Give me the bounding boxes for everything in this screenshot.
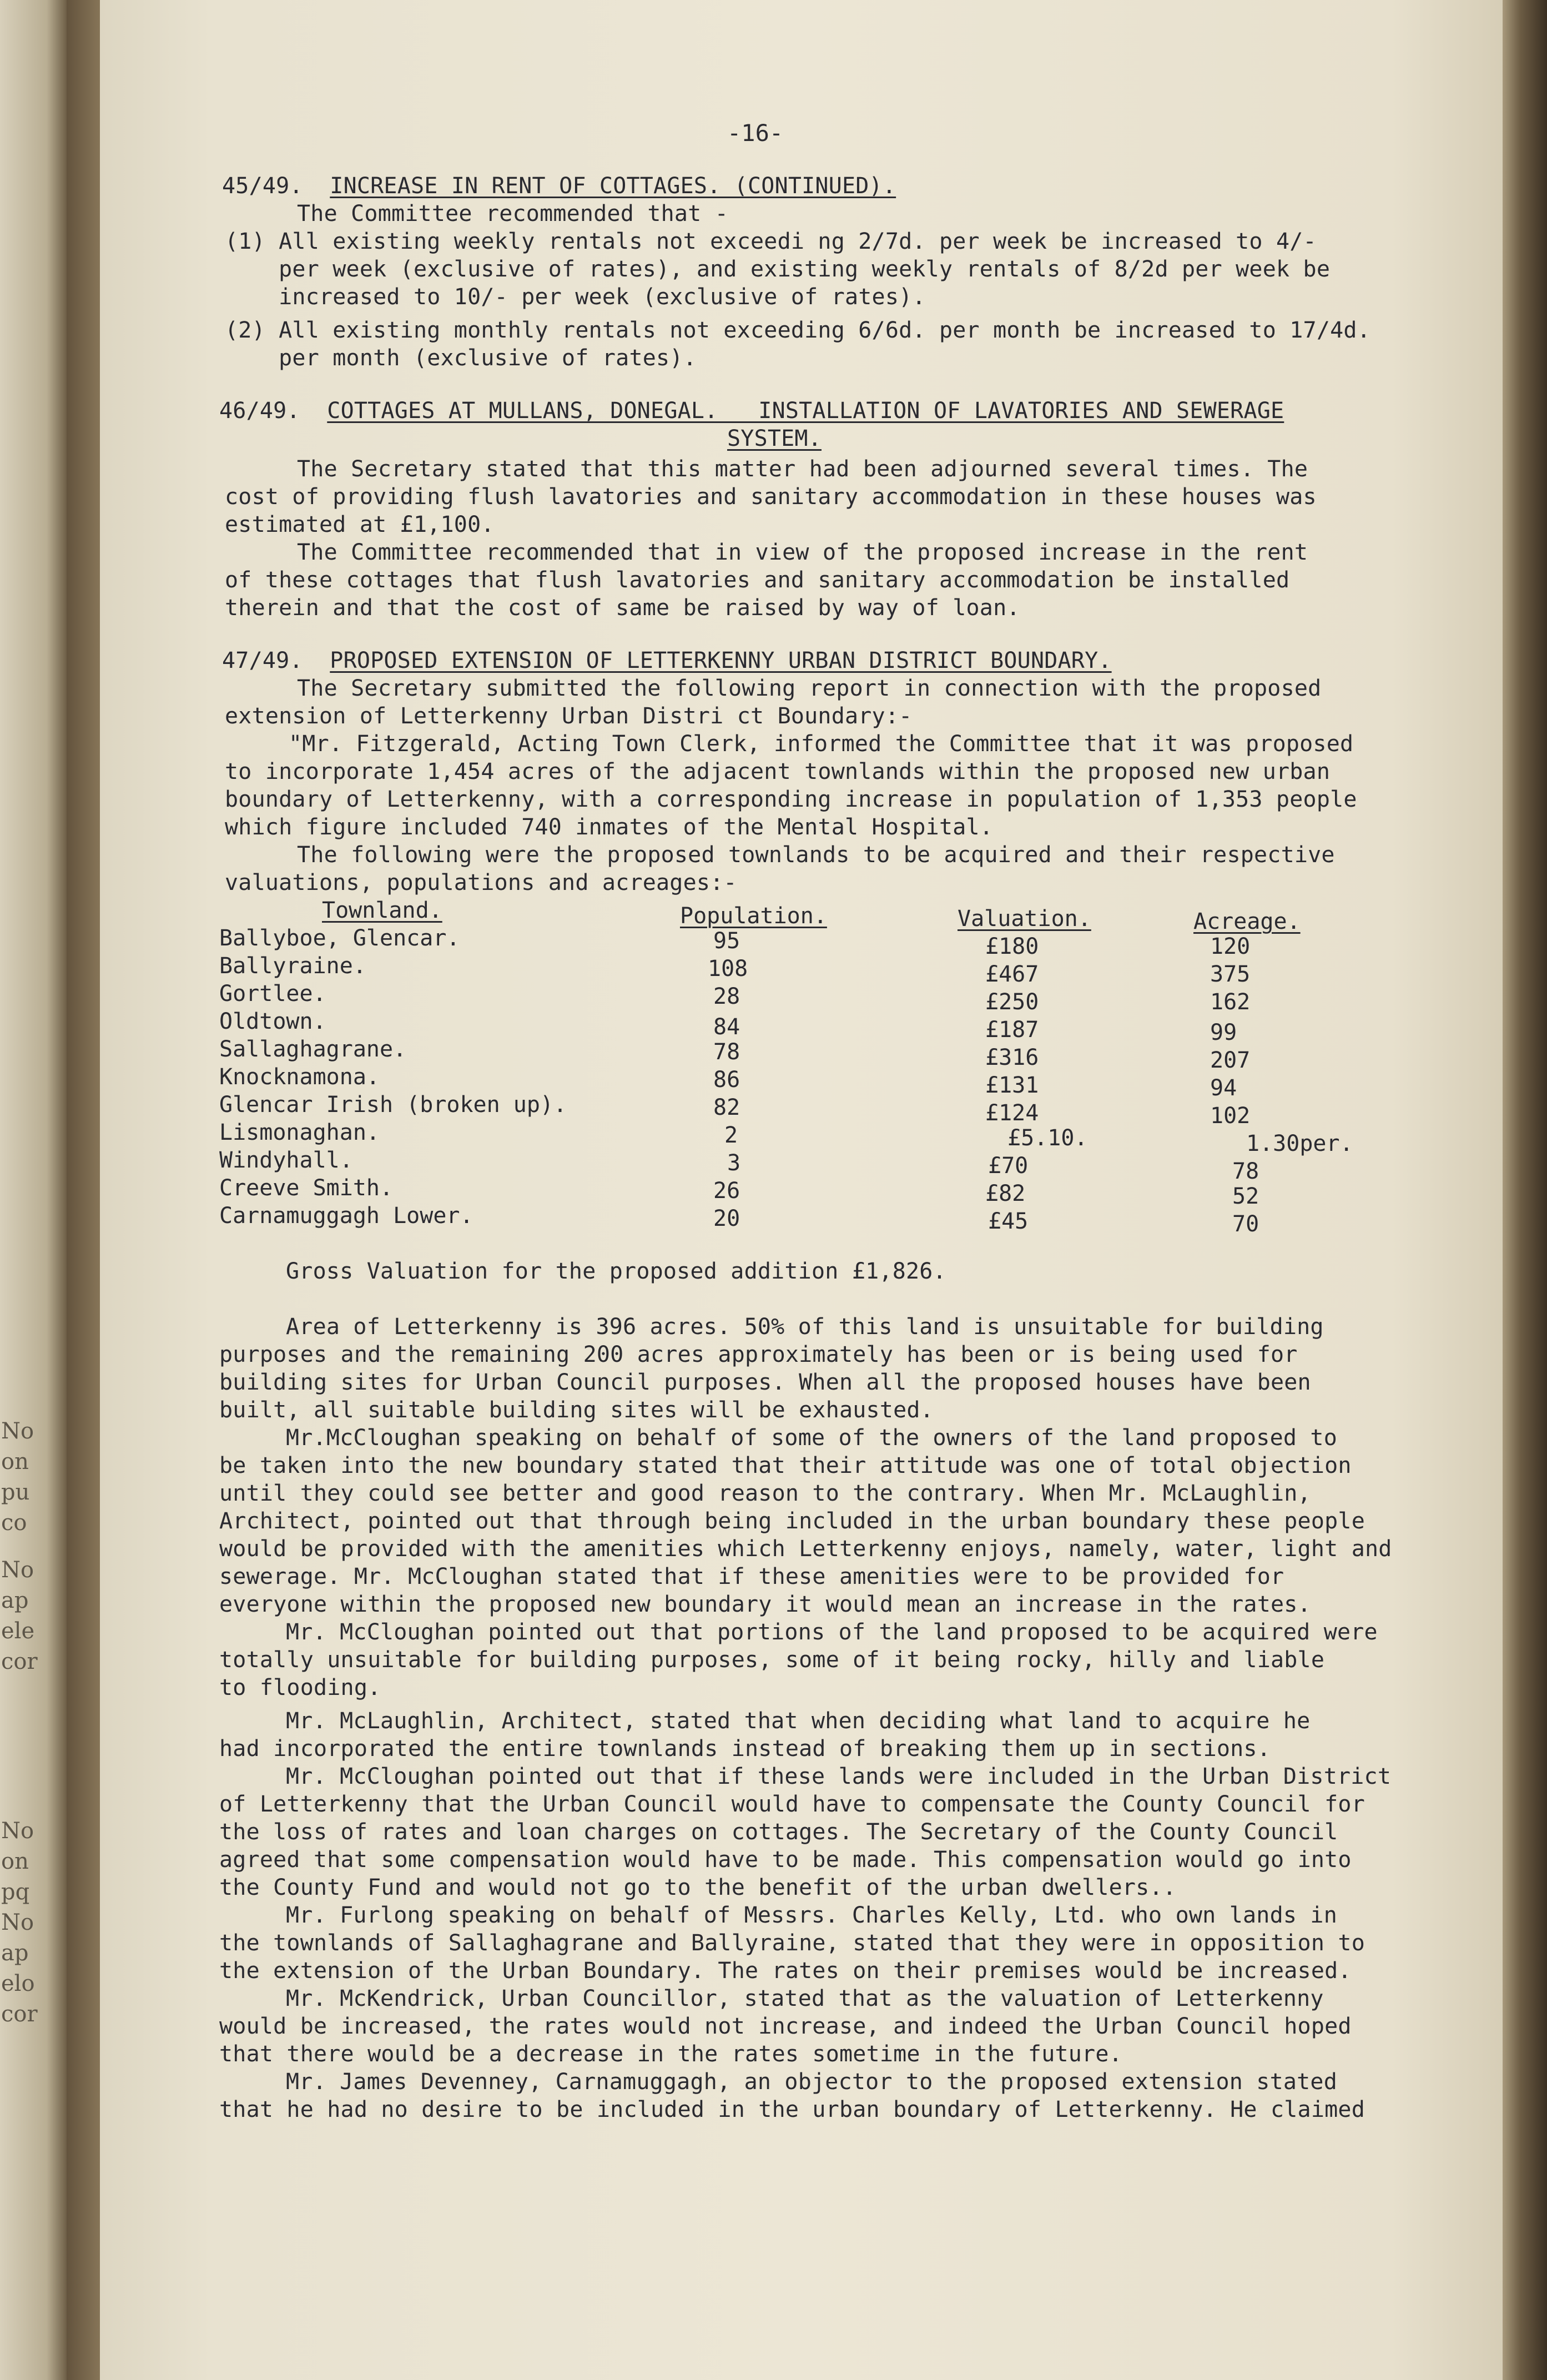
section-title: INCREASE IN RENT OF COTTAGES. (CONTINUED). xyxy=(330,173,896,199)
cell-townland: Lismonaghan. xyxy=(219,1120,380,1145)
table-header-acreage: Acreage. xyxy=(1193,909,1301,934)
cell-population: 2 xyxy=(724,1123,738,1148)
paragraph-line: to incorporate 1,454 acres of the adjacent townlands within the proposed new urban xyxy=(225,759,1331,784)
paragraph-line: to flooding. xyxy=(219,1675,381,1700)
cell-acreage: 94 xyxy=(1210,1075,1237,1101)
paragraph-line: of Letterkenny that the Urban Council would have to compensate the County Council for xyxy=(219,1792,1365,1817)
section-45-heading xyxy=(222,172,896,200)
paragraph-line: Mr. McCloughan pointed out that if these lands were included in the Urban District xyxy=(286,1764,1392,1789)
section-47-heading xyxy=(222,647,1112,675)
cell-townland: Glencar Irish (broken up). xyxy=(219,1092,567,1118)
right-page-edge xyxy=(1503,0,1547,2380)
cell-valuation: £180 xyxy=(985,934,1039,959)
cell-population: 26 xyxy=(713,1178,740,1204)
cell-acreage: 375 xyxy=(1210,962,1251,987)
table-header-valuation: Valuation. xyxy=(958,906,1091,932)
cell-acreage: 102 xyxy=(1210,1103,1251,1129)
section-number: 45/49. xyxy=(222,173,303,199)
paragraph-line: extension of Letterkenny Urban Distri ct Boundary:- xyxy=(225,703,913,729)
cell-valuation: £250 xyxy=(985,989,1039,1015)
cell-townland: Creeve Smith. xyxy=(219,1175,394,1201)
cell-valuation: £467 xyxy=(985,962,1039,987)
edge-fragment: cor xyxy=(1,1649,38,1674)
paragraph-line: that there would be a decrease in the rates sometime in the future. xyxy=(219,2041,1122,2067)
cell-valuation: £187 xyxy=(985,1017,1039,1043)
edge-fragment: on xyxy=(1,1449,29,1475)
paragraph-line: Mr. McLaughlin, Architect, stated that when deciding what land to acquire he xyxy=(286,1708,1311,1734)
paragraph-line: everyone within the proposed new boundary it would mean an increase in the rates. xyxy=(219,1592,1311,1617)
cell-valuation: £82 xyxy=(985,1181,1026,1206)
edge-fragment: No xyxy=(1,1818,34,1844)
paragraph-line: totally unsuitable for building purposes, some of it being rocky, hilly and liable xyxy=(219,1647,1325,1673)
cell-population: 3 xyxy=(727,1150,741,1176)
paragraph-line: The following were the proposed townlands to be acquired and their respective xyxy=(297,842,1335,868)
cell-acreage: 162 xyxy=(1210,989,1251,1015)
edge-fragment: elo xyxy=(1,1971,35,1996)
paragraph-line: purposes and the remaining 200 acres approximately has been or is being used for xyxy=(219,1342,1298,1367)
paragraph-line: sewerage. Mr. McCloughan stated that if these amenities were to be provided for xyxy=(219,1564,1284,1589)
edge-fragment: No xyxy=(1,1910,34,1935)
edge-fragment: pq xyxy=(1,1879,30,1905)
paragraph-line: The Committee recommended that - xyxy=(297,201,729,227)
paragraph-line: Mr. McKendrick, Urban Councillor, stated that as the valuation of Letterkenny xyxy=(286,1986,1324,2011)
paragraph-line: building sites for Urban Council purposes. When all the proposed houses have been xyxy=(219,1370,1311,1395)
cell-townland: Knocknamona. xyxy=(219,1064,380,1090)
edge-fragment: No xyxy=(1,1557,34,1583)
cell-acreage: 1.30per. xyxy=(1246,1131,1353,1156)
edge-fragment: pu xyxy=(1,1480,30,1505)
cell-acreage: 70 xyxy=(1232,1211,1259,1237)
cell-townland: Ballyraine. xyxy=(219,953,366,979)
left-page-edge xyxy=(0,0,67,2380)
section-number: 47/49. xyxy=(222,648,303,673)
paragraph-line: The Committee recommended that in view of the proposed increase in the rent xyxy=(297,540,1308,565)
paragraph-line: (2) All existing monthly rentals not exceeding 6/6d. per month be increased to 17/4d. xyxy=(225,318,1370,343)
document-page xyxy=(100,0,1504,2380)
paragraph-line: valuations, populations and acreages:- xyxy=(225,870,737,895)
paragraph-line: per month (exclusive of rates). xyxy=(225,345,697,371)
cell-valuation: £316 xyxy=(985,1045,1039,1070)
paragraph-line: The Secretary submitted the following report in connection with the proposed xyxy=(297,676,1322,701)
paragraph-line: the loss of rates and loan charges on cottages. The Secretary of the County Council xyxy=(219,1819,1338,1845)
cell-valuation: £131 xyxy=(985,1073,1039,1098)
cell-population: 28 xyxy=(713,984,740,1009)
page-number: -16- xyxy=(727,119,784,147)
paragraph-line: would be provided with the amenities which Letterkenny enjoys, namely, water, light and xyxy=(219,1536,1392,1562)
paragraph-line: of these cottages that flush lavatories and sanitary accommodation be installed xyxy=(225,567,1290,593)
table-header-population: Population. xyxy=(680,903,827,929)
cell-townland: Ballyboe, Glencar. xyxy=(219,925,460,951)
cell-townland: Oldtown. xyxy=(219,1009,326,1034)
paragraph-line: be taken into the new boundary stated that their attitude was one of total objection xyxy=(219,1453,1352,1478)
cell-townland: Windyhall. xyxy=(219,1148,353,1173)
cell-valuation: £5.10. xyxy=(1007,1125,1088,1151)
edge-fragment: cor xyxy=(1,2001,38,2027)
cell-valuation: £70 xyxy=(988,1153,1029,1179)
edge-fragment: co xyxy=(1,1510,27,1536)
edge-fragment: No xyxy=(1,1418,34,1444)
cell-population: 78 xyxy=(713,1039,740,1065)
paragraph-line: (1) All existing weekly rentals not exceedi ng 2/7d. per week be increased to 4/- xyxy=(225,229,1317,254)
cell-acreage: 120 xyxy=(1210,934,1251,959)
cell-townland: Gortlee. xyxy=(219,981,326,1007)
cell-valuation: £45 xyxy=(988,1209,1029,1234)
paragraph-line: Mr.McCloughan speaking on behalf of some of the owners of the land proposed to xyxy=(286,1425,1337,1451)
cell-townland: Sallaghagrane. xyxy=(219,1036,407,1062)
section-number: 46/49. xyxy=(219,398,300,424)
cell-population: 95 xyxy=(713,928,740,954)
paragraph-line: Mr. McCloughan pointed out that portions of the land proposed to be acquired were xyxy=(286,1619,1378,1645)
paragraph-line: would be increased, the rates would not increase, and indeed the Urban Council hoped xyxy=(219,2014,1352,2039)
paragraph-line: cost of providing flush lavatories and sanitary accommodation in these houses was xyxy=(225,484,1317,510)
table-header-townland: Townland. xyxy=(322,898,442,923)
cell-population: 20 xyxy=(713,1206,740,1231)
cell-population: 86 xyxy=(713,1067,740,1093)
paragraph-line: the townlands of Sallaghagrane and Ballyraine, stated that they were in opposition to xyxy=(219,1930,1365,1956)
section-46-heading xyxy=(219,397,1284,425)
paragraph-line: Area of Letterkenny is 396 acres. 50% of this land is unsuitable for building xyxy=(286,1314,1324,1340)
cell-population: 84 xyxy=(713,1014,740,1040)
paragraph-line: therein and that the cost of same be raised by way of loan. xyxy=(225,595,1020,621)
paragraph-line: boundary of Letterkenny, with a corresponding increase in population of 1,353 people xyxy=(225,787,1357,812)
paragraph-line: The Secretary stated that this matter had been adjourned several times. The xyxy=(297,456,1308,482)
paragraph-line: increased to 10/- per week (exclusive of rates). xyxy=(225,284,926,310)
edge-fragment: ap xyxy=(1,1940,29,1966)
cell-townland: Carnamuggagh Lower. xyxy=(219,1203,473,1229)
edge-fragment: ap xyxy=(1,1588,29,1613)
paragraph-line: Mr. James Devenney, Carnamuggagh, an objector to the proposed extension stated xyxy=(286,2069,1337,2095)
cell-valuation: £124 xyxy=(985,1100,1039,1126)
section-title: COTTAGES AT MULLANS, DONEGAL. INSTALLATION OF LAVATORIES AND SEWERAGE xyxy=(327,398,1284,424)
paragraph-line: the County Fund and would not go to the benefit of the urban dwellers.. xyxy=(219,1875,1177,1900)
paragraph-line: built, all suitable building sites will be exhausted. xyxy=(219,1397,934,1423)
paragraph-line: that he had no desire to be included in the urban boundary of Letterkenny. He claimed xyxy=(219,2097,1365,2122)
edge-fragment: ele xyxy=(1,1618,35,1644)
paragraph-line: which figure included 740 inmates of the Mental Hospital. xyxy=(225,814,994,840)
cell-population: 108 xyxy=(708,956,748,982)
cell-acreage: 207 xyxy=(1210,1048,1251,1073)
paragraph-line: agreed that some compensation would have to be made. This compensation would go into xyxy=(219,1847,1352,1873)
section-title: PROPOSED EXTENSION OF LETTERKENNY URBAN DISTRICT BOUNDARY. xyxy=(330,648,1112,673)
paragraph-line: "Mr. Fitzgerald, Acting Town Clerk, informed the Committee that it was proposed xyxy=(289,731,1354,757)
paragraph-line: Mr. Furlong speaking on behalf of Messrs. Charles Kelly, Ltd. who own lands in xyxy=(286,1903,1337,1928)
paragraph-line: had incorporated the entire townlands instead of breaking them up in sections. xyxy=(219,1736,1271,1762)
cell-population: 82 xyxy=(713,1095,740,1120)
edge-fragment: on xyxy=(1,1849,29,1874)
section-title-continued: SYSTEM. xyxy=(727,426,822,451)
paragraph-line: until they could see better and good reason to the contrary. When Mr. McLaughlin, xyxy=(219,1481,1311,1506)
paragraph-line: Architect, pointed out that through being included in the urban boundary these people xyxy=(219,1508,1365,1534)
cell-acreage: 78 xyxy=(1232,1159,1259,1184)
paragraph-line: the extension of the Urban Boundary. The rates on their premises would be increased. xyxy=(219,1958,1352,1984)
cell-acreage: 52 xyxy=(1232,1184,1259,1209)
paragraph-line: estimated at £1,100. xyxy=(225,512,495,537)
paragraph-line: per week (exclusive of rates), and existing weekly rentals of 8/2d per week be xyxy=(225,256,1331,282)
gross-valuation: Gross Valuation for the proposed addition £1,826. xyxy=(286,1259,946,1284)
cell-acreage: 99 xyxy=(1210,1020,1237,1045)
